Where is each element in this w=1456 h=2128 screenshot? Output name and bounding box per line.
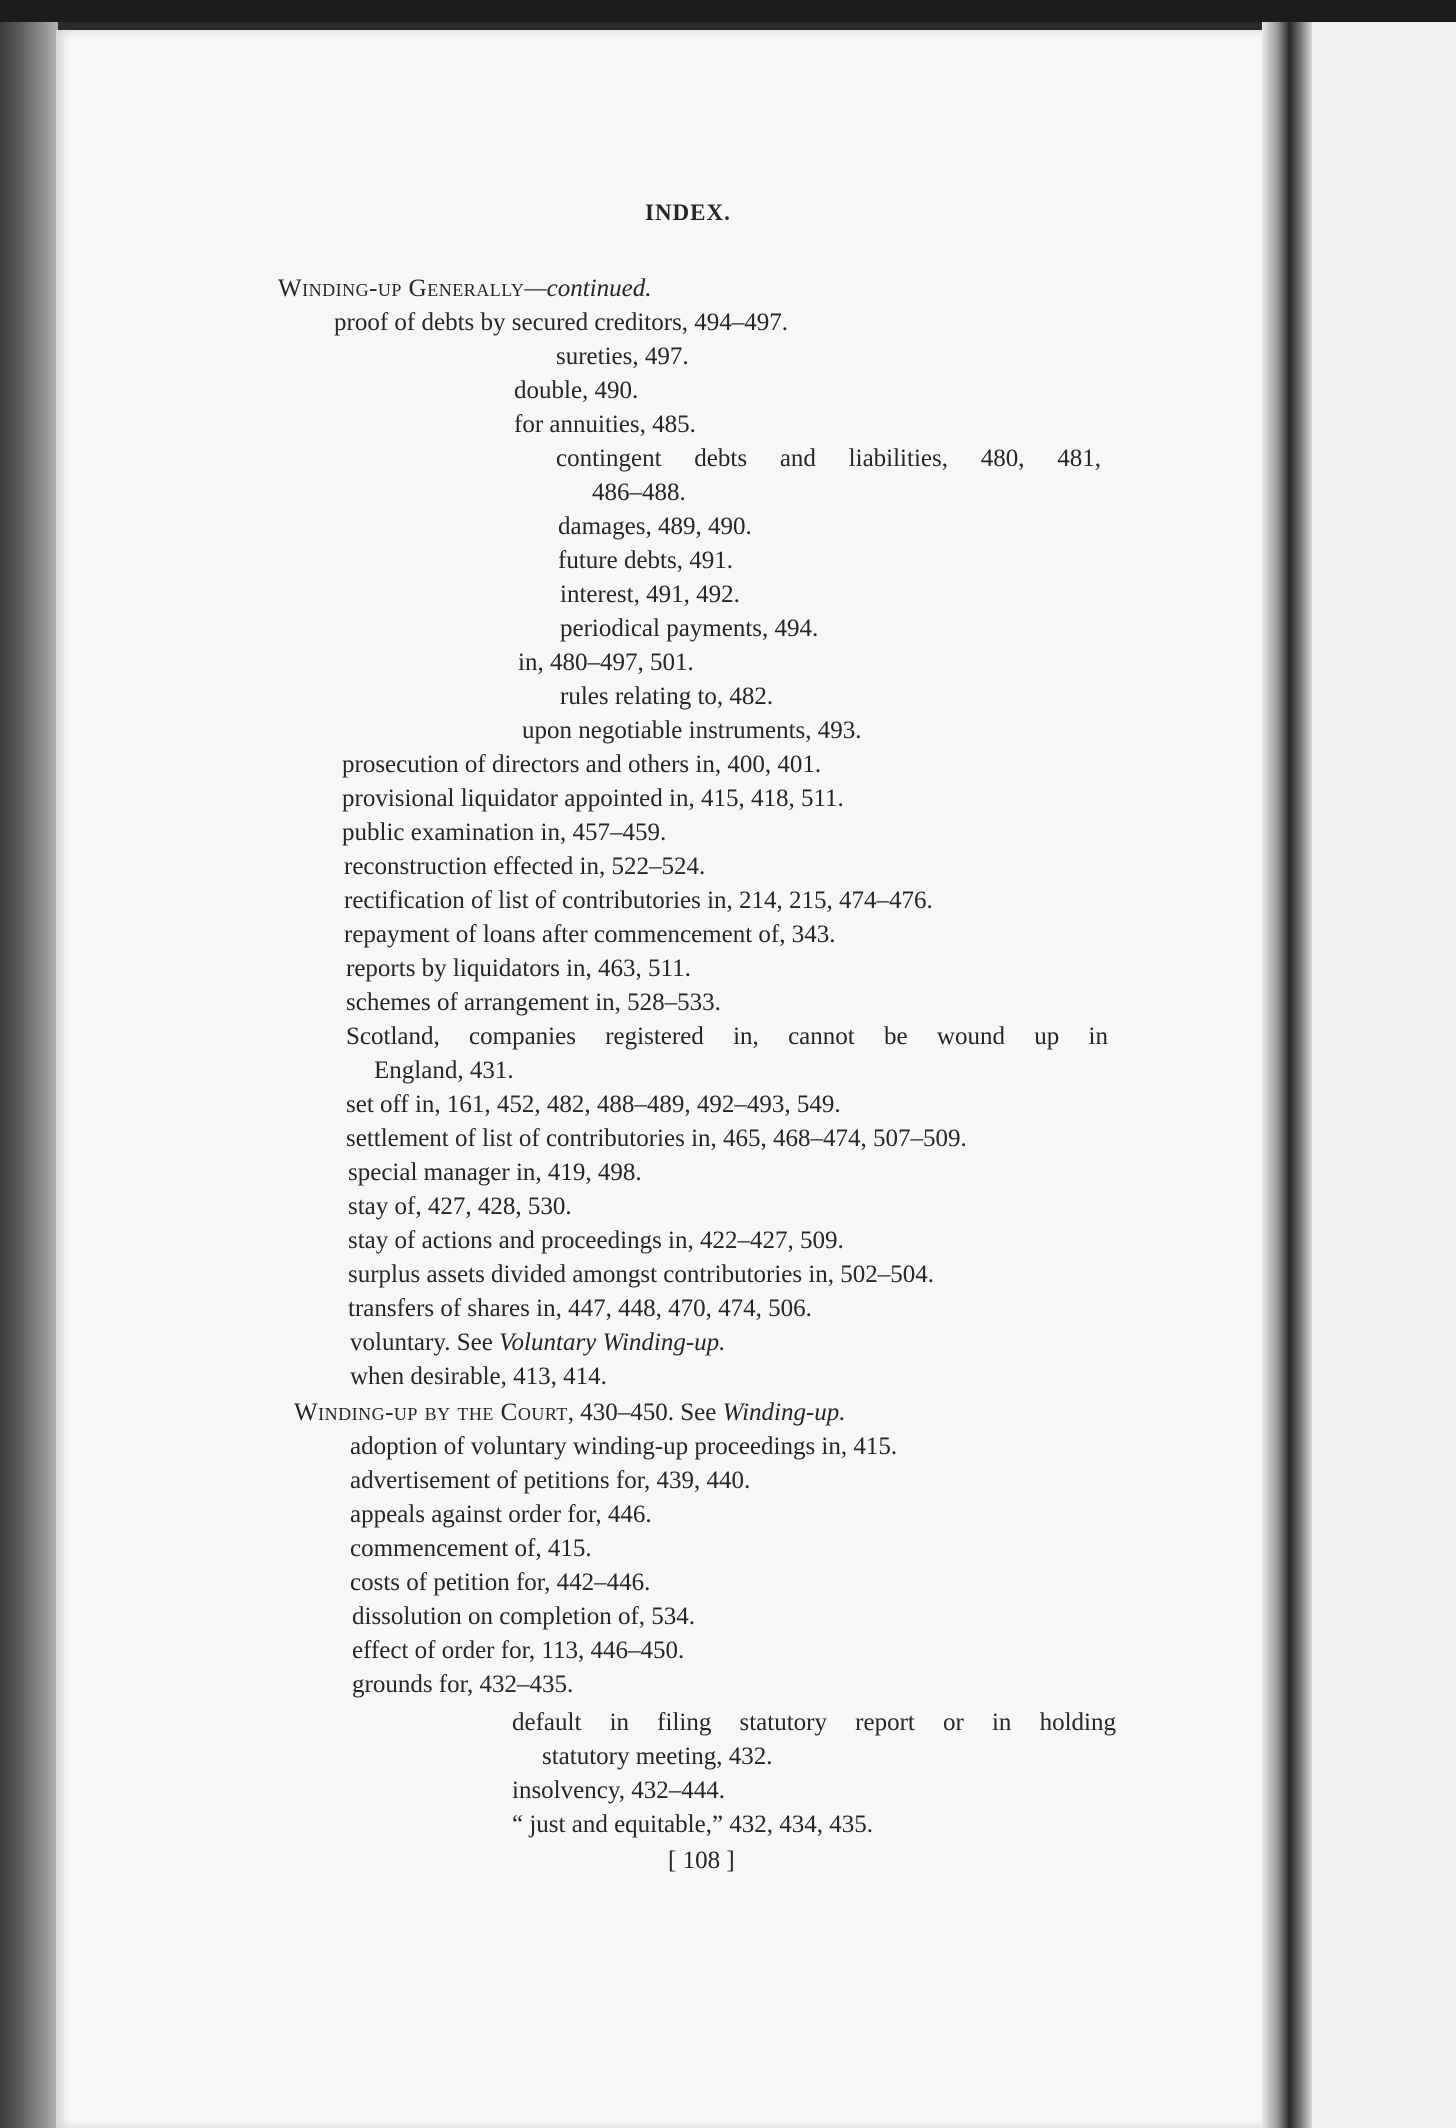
heading-text: Winding-up by the Court xyxy=(294,1399,568,1426)
subentry-text: voluntary. See xyxy=(350,1329,500,1356)
subentry: advertisement of petitions for, 439, 440. xyxy=(350,1467,751,1494)
subentry: double, 490. xyxy=(514,377,639,404)
subentry: interest, 491, 492. xyxy=(560,581,740,608)
subentry: upon negotiable instruments, 493. xyxy=(522,717,862,744)
subentry: transfers of shares in, 447, 448, 470, 474, 506. xyxy=(348,1295,812,1322)
subentry: sureties, 497. xyxy=(556,343,689,370)
scan-top-border xyxy=(0,0,1456,22)
subentry: rules relating to, 482. xyxy=(560,683,774,710)
entry-heading-winding-up-by-the-court xyxy=(294,1398,846,1428)
subentry: rectification of list of contributories in, 214, 215, 474–476. xyxy=(344,887,933,914)
book-page-edges xyxy=(0,22,58,2128)
running-header: INDEX. xyxy=(645,200,731,225)
subentry: default in filing statutory report or in holding xyxy=(512,1709,1116,1736)
cross-reference: Voluntary Winding-up. xyxy=(499,1329,726,1356)
subentry: proof of debts by secured creditors, 494–497. xyxy=(334,309,789,336)
subentry: public examination in, 457–459. xyxy=(342,819,667,846)
subentry: periodical payments, 494. xyxy=(560,615,819,642)
facing-page xyxy=(1312,22,1456,2128)
subentry: future debts, 491. xyxy=(558,547,733,574)
subentry: appeals against order for, 446. xyxy=(350,1501,652,1528)
book-gutter xyxy=(1262,22,1312,2128)
subentry: repayment of loans after commencement of, 343. xyxy=(344,921,836,948)
subentry-cross-reference xyxy=(350,1328,725,1358)
subentry: insolvency, 432–444. xyxy=(512,1777,725,1804)
subentry: schemes of arrangement in, 528–533. xyxy=(346,989,721,1016)
subentry: “ just and equitable,” 432, 434, 435. xyxy=(512,1811,874,1838)
page-number: [ 108 ] xyxy=(668,1847,735,1874)
subentry: costs of petition for, 442–446. xyxy=(350,1569,651,1596)
subentry: reports by liquidators in, 463, 511. xyxy=(346,955,691,982)
subentry: surplus assets divided amongst contributories in, 502–504. xyxy=(348,1261,935,1288)
cross-reference: Winding-up. xyxy=(722,1399,846,1426)
subentry: adoption of voluntary winding-up proceedings in, 415. xyxy=(350,1433,898,1460)
subentry: Scotland, companies registered in, cannot be wound up in xyxy=(346,1023,1108,1050)
subentry: grounds for, 432–435. xyxy=(352,1671,574,1698)
subentry: settlement of list of contributories in, 465, 468–474, 507–509. xyxy=(346,1125,967,1152)
subentry: reconstruction effected in, 522–524. xyxy=(344,853,706,880)
continued-label: —continued. xyxy=(524,275,652,302)
subentry: dissolution on completion of, 534. xyxy=(352,1603,696,1630)
subentry: in, 480–497, 501. xyxy=(518,649,694,676)
subentry: commencement of, 415. xyxy=(350,1535,592,1562)
subentry: set off in, 161, 452, 482, 488–489, 492–493, 549. xyxy=(346,1091,841,1118)
subentry-continuation: 486–488. xyxy=(592,479,686,506)
heading-text: Winding-up Generally xyxy=(278,275,525,302)
subentry: when desirable, 413, 414. xyxy=(350,1363,607,1390)
subentry: stay of actions and proceedings in, 422–427, 509. xyxy=(348,1227,844,1254)
subentry: damages, 489, 490. xyxy=(558,513,752,540)
subentry: effect of order for, 113, 446–450. xyxy=(352,1637,685,1664)
subentry: contingent debts and liabilities, 480, 481, xyxy=(556,445,1101,472)
subentry: special manager in, 419, 498. xyxy=(348,1159,642,1186)
subentry: stay of, 427, 428, 530. xyxy=(348,1193,572,1220)
subentry: provisional liquidator appointed in, 415, 418, 511. xyxy=(342,785,844,812)
subentry: prosecution of directors and others in, 400, 401. xyxy=(342,751,822,778)
subentry: for annuities, 485. xyxy=(514,411,696,438)
subentry-continuation: statutory meeting, 432. xyxy=(542,1743,773,1770)
subentry-continuation: England, 431. xyxy=(374,1057,514,1084)
heading-pages: , 430–450. See xyxy=(567,1399,723,1426)
entry-heading-winding-up-generally xyxy=(278,274,651,304)
